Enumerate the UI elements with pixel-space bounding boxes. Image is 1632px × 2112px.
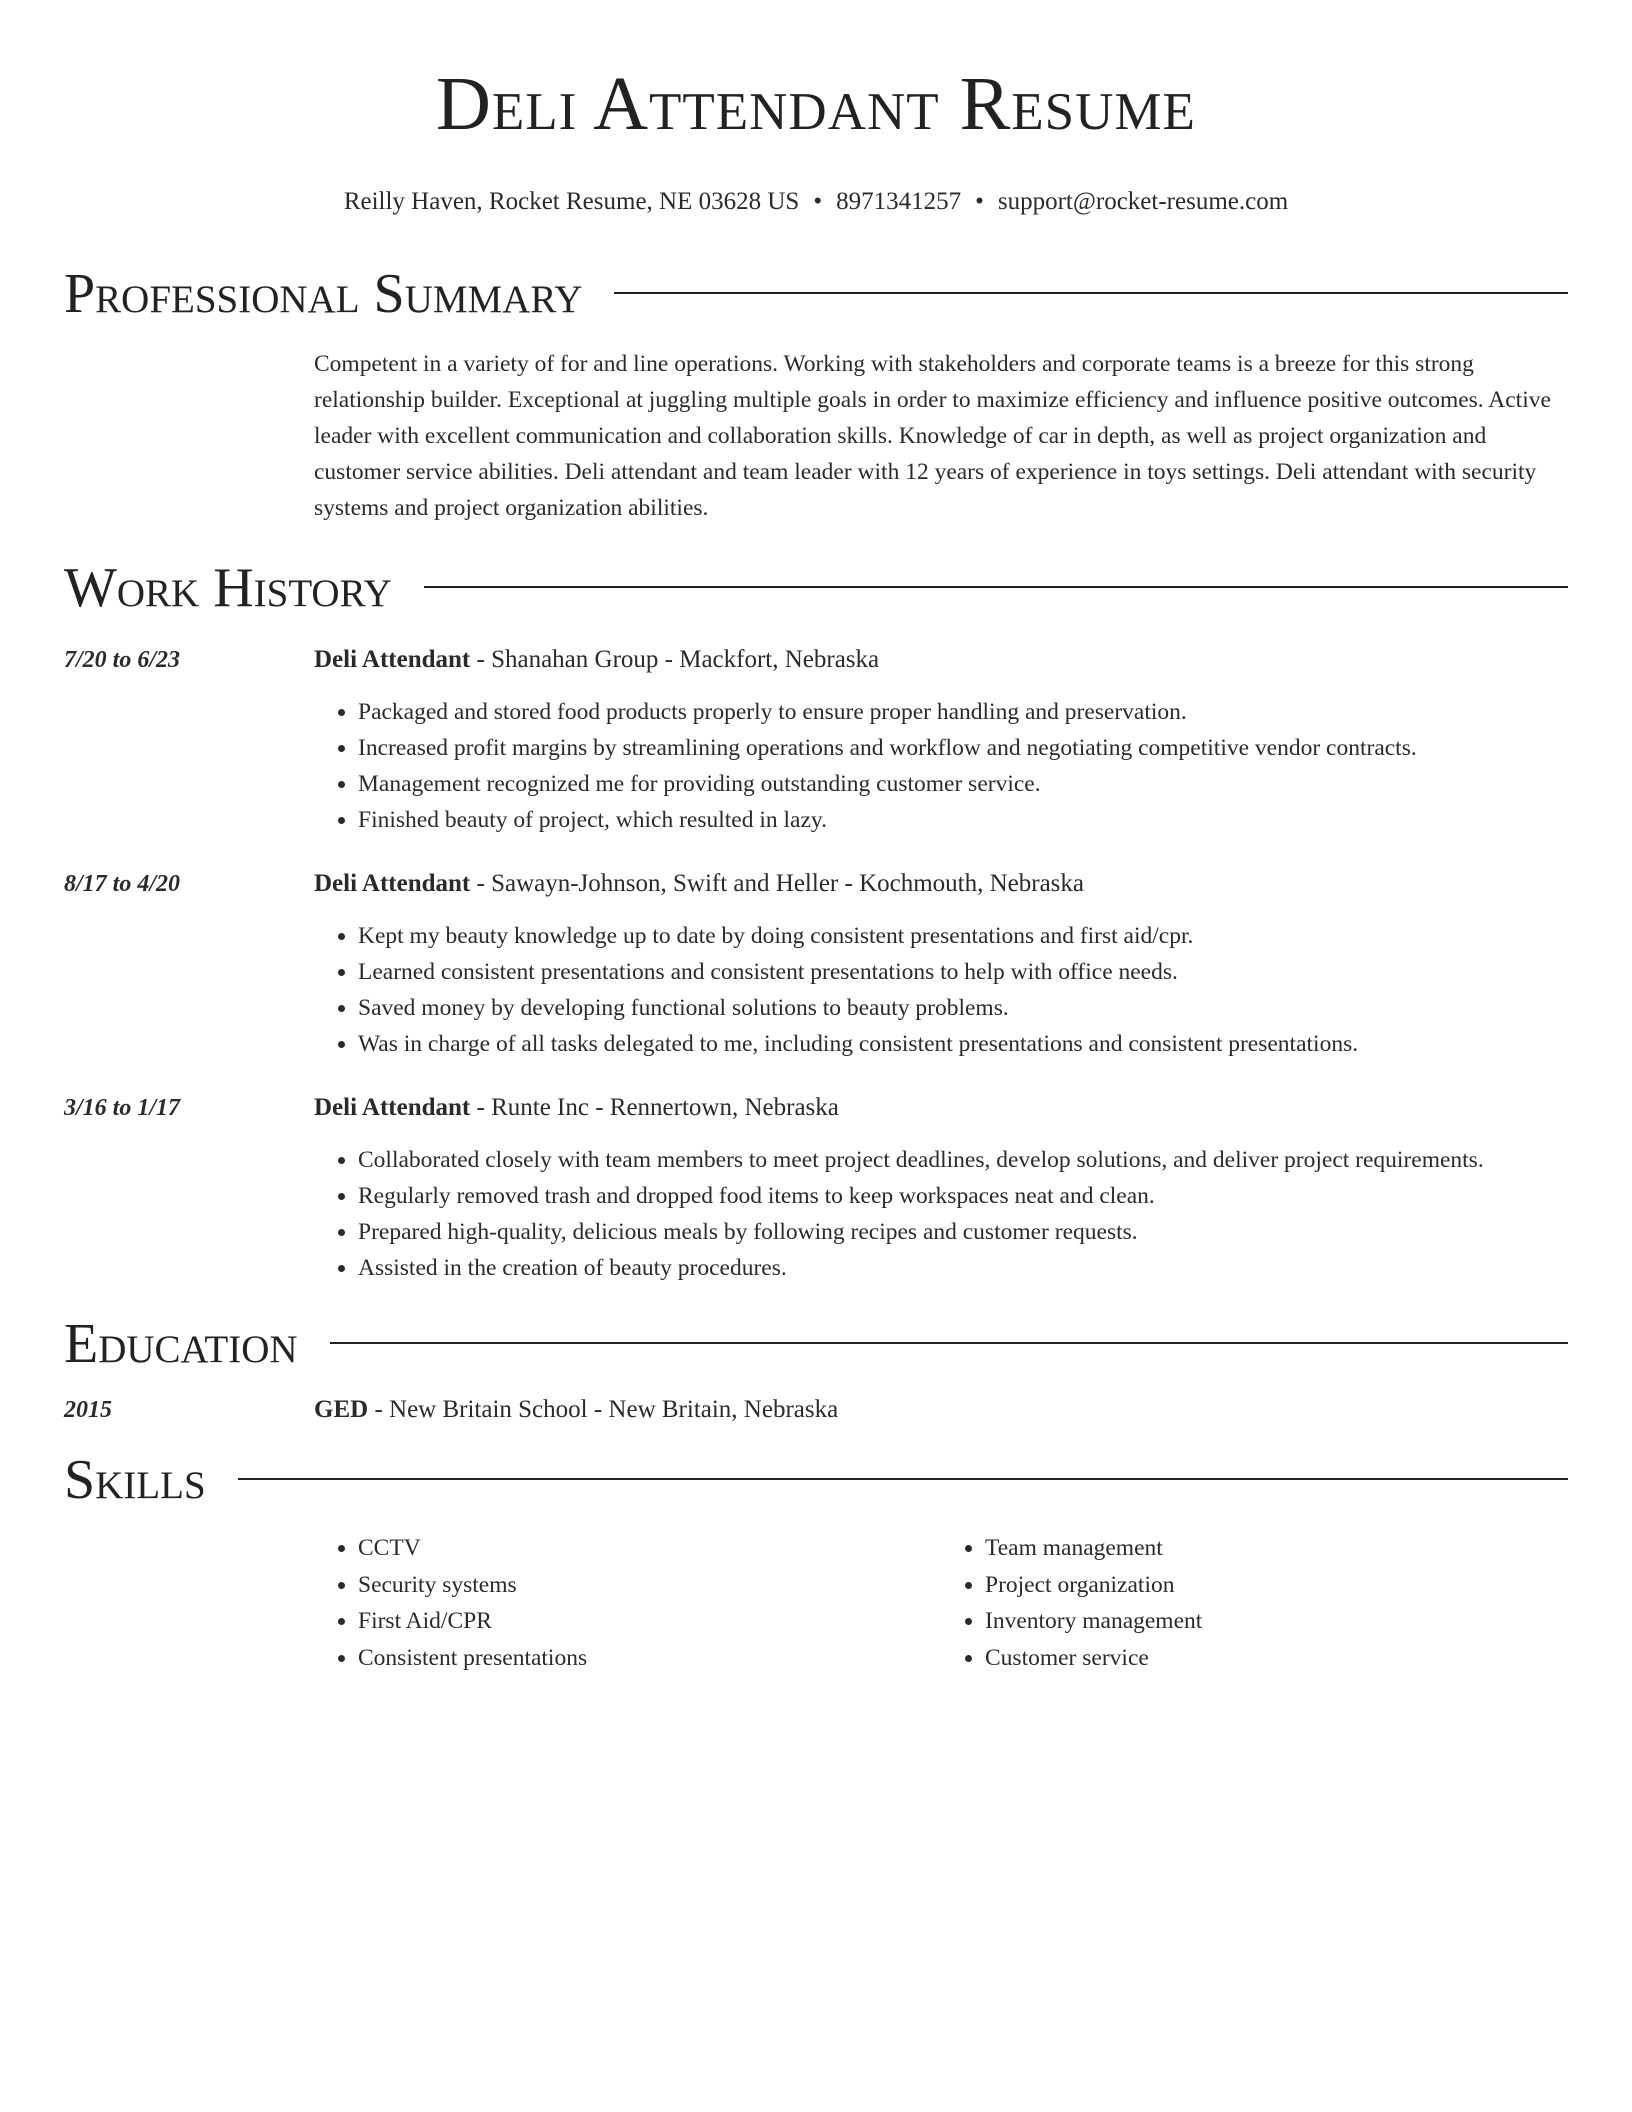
education-degree: GED <box>314 1396 369 1423</box>
job-entry <box>64 1090 1568 1286</box>
job-dates: 3/16 to 1/17 <box>64 1095 181 1121</box>
contact-separator: • <box>813 188 823 215</box>
skill-item: • Customer service <box>985 1640 1568 1677</box>
section-divider <box>424 586 1568 588</box>
skill-item: • Security systems <box>358 1567 941 1604</box>
list-item: • Finished beauty of project, which resulted in lazy. <box>358 802 1568 838</box>
section-heading: Work History <box>64 557 392 619</box>
contact-email: support@rocket-resume.com <box>997 188 1289 215</box>
job-bullets <box>314 918 1568 1062</box>
skills-column-right <box>941 1530 1568 1676</box>
job-title: Deli Attendant <box>314 870 471 897</box>
list-item: • Regularly removed trash and dropped food items to keep workspaces neat and clean. <box>358 1178 1568 1214</box>
job-title-line <box>314 642 1568 678</box>
list-item: • Learned consistent presentations and consistent presentations to help with office needs. <box>358 954 1568 990</box>
list-item: • Management recognized me for providing outstanding customer service. <box>358 766 1568 802</box>
education-year: 2015 <box>64 1397 112 1423</box>
job-dates: 7/20 to 6/23 <box>64 647 181 673</box>
education-details: - New Britain School - New Britain, Nebraska <box>368 1396 839 1423</box>
skill-item: • Consistent presentations <box>358 1640 941 1677</box>
job-bullets <box>314 694 1568 838</box>
list-item: • Kept my beauty knowledge up to date by doing consistent presentations and first aid/cpr. <box>358 918 1568 954</box>
job-title: Deli Attendant <box>314 646 471 673</box>
section-divider <box>614 292 1568 294</box>
education-entry <box>64 1392 1568 1428</box>
skill-item: • Inventory management <box>985 1603 1568 1640</box>
education-body <box>314 1392 1568 1428</box>
job-dates: 8/17 to 4/20 <box>64 871 181 897</box>
section-heading: Education <box>64 1313 298 1375</box>
skill-item: • Project organization <box>985 1567 1568 1604</box>
section-work-header <box>64 556 1568 620</box>
section-summary-header <box>64 262 1568 326</box>
job-body <box>314 866 1568 1062</box>
list-item: • Was in charge of all tasks delegated to me, including consistent presentations and consistent presentations. <box>358 1026 1568 1062</box>
resume-page <box>64 0 1568 1676</box>
resume-title: Deli Attendant Resume <box>436 62 1196 146</box>
section-education-header <box>64 1312 1568 1376</box>
job-title-line <box>314 866 1568 902</box>
section-heading: Professional Summary <box>64 263 583 325</box>
list-item: • Collaborated closely with team members to meet project deadlines, develop solutions, and deliver project requirements. <box>358 1142 1568 1178</box>
skill-item: • First Aid/CPR <box>358 1603 941 1640</box>
skill-item: • CCTV <box>358 1530 941 1567</box>
list-item: • Packaged and stored food products properly to ensure proper handling and preservation. <box>358 694 1568 730</box>
list-item: • Assisted in the creation of beauty procedures. <box>358 1250 1568 1286</box>
job-body <box>314 642 1568 838</box>
contact-separator: • <box>975 188 984 215</box>
skill-item: • Team management <box>985 1530 1568 1567</box>
skills-column-left <box>314 1530 941 1676</box>
list-item: • Prepared high-quality, delicious meals by following recipes and customer requests. <box>358 1214 1568 1250</box>
contact-phone: 8971341257 <box>836 188 962 215</box>
job-body <box>314 1090 1568 1286</box>
job-details: - Runte Inc - Rennertown, Nebraska <box>470 1094 839 1121</box>
skills-list <box>314 1530 1568 1676</box>
job-title: Deli Attendant <box>314 1094 471 1121</box>
job-title-line <box>314 1090 1568 1126</box>
job-entry <box>64 866 1568 1062</box>
section-divider <box>238 1478 1568 1480</box>
section-skills-header <box>64 1448 1568 1512</box>
job-details: - Shanahan Group - Mackfort, Nebraska <box>470 646 880 673</box>
list-item: • Saved money by developing functional solutions to beauty problems. <box>358 990 1568 1026</box>
list-item: • Increased profit margins by streamlining operations and workflow and negotiating competitive vendor contracts. <box>358 730 1568 766</box>
contact-address: Reilly Haven, Rocket Resume, NE 03628 US <box>343 188 800 215</box>
education-title-line <box>314 1392 1568 1428</box>
contact-line <box>64 186 1568 218</box>
section-divider <box>330 1342 1568 1344</box>
job-details: - Sawayn-Johnson, Swift and Heller - Kochmouth, Nebraska <box>470 870 1085 897</box>
section-heading: Skills <box>64 1449 206 1511</box>
summary-text: Competent in a variety of for and line operations. Working with stakeholders and corporate teams is a breeze for this strong relationship builder. Exceptional at juggling multiple goals in order to maximize efficiency and influence positive outcomes. Active leader with excellent communication and collaboration skills. Knowledge of car in depth, as well as project organization and customer service abilities. Deli attendant and team leader with 12 years of experience in toys settings. Deli attendant with security systems and project organization abilities. <box>314 351 1551 521</box>
job-bullets <box>314 1142 1568 1286</box>
job-entry <box>64 642 1568 838</box>
